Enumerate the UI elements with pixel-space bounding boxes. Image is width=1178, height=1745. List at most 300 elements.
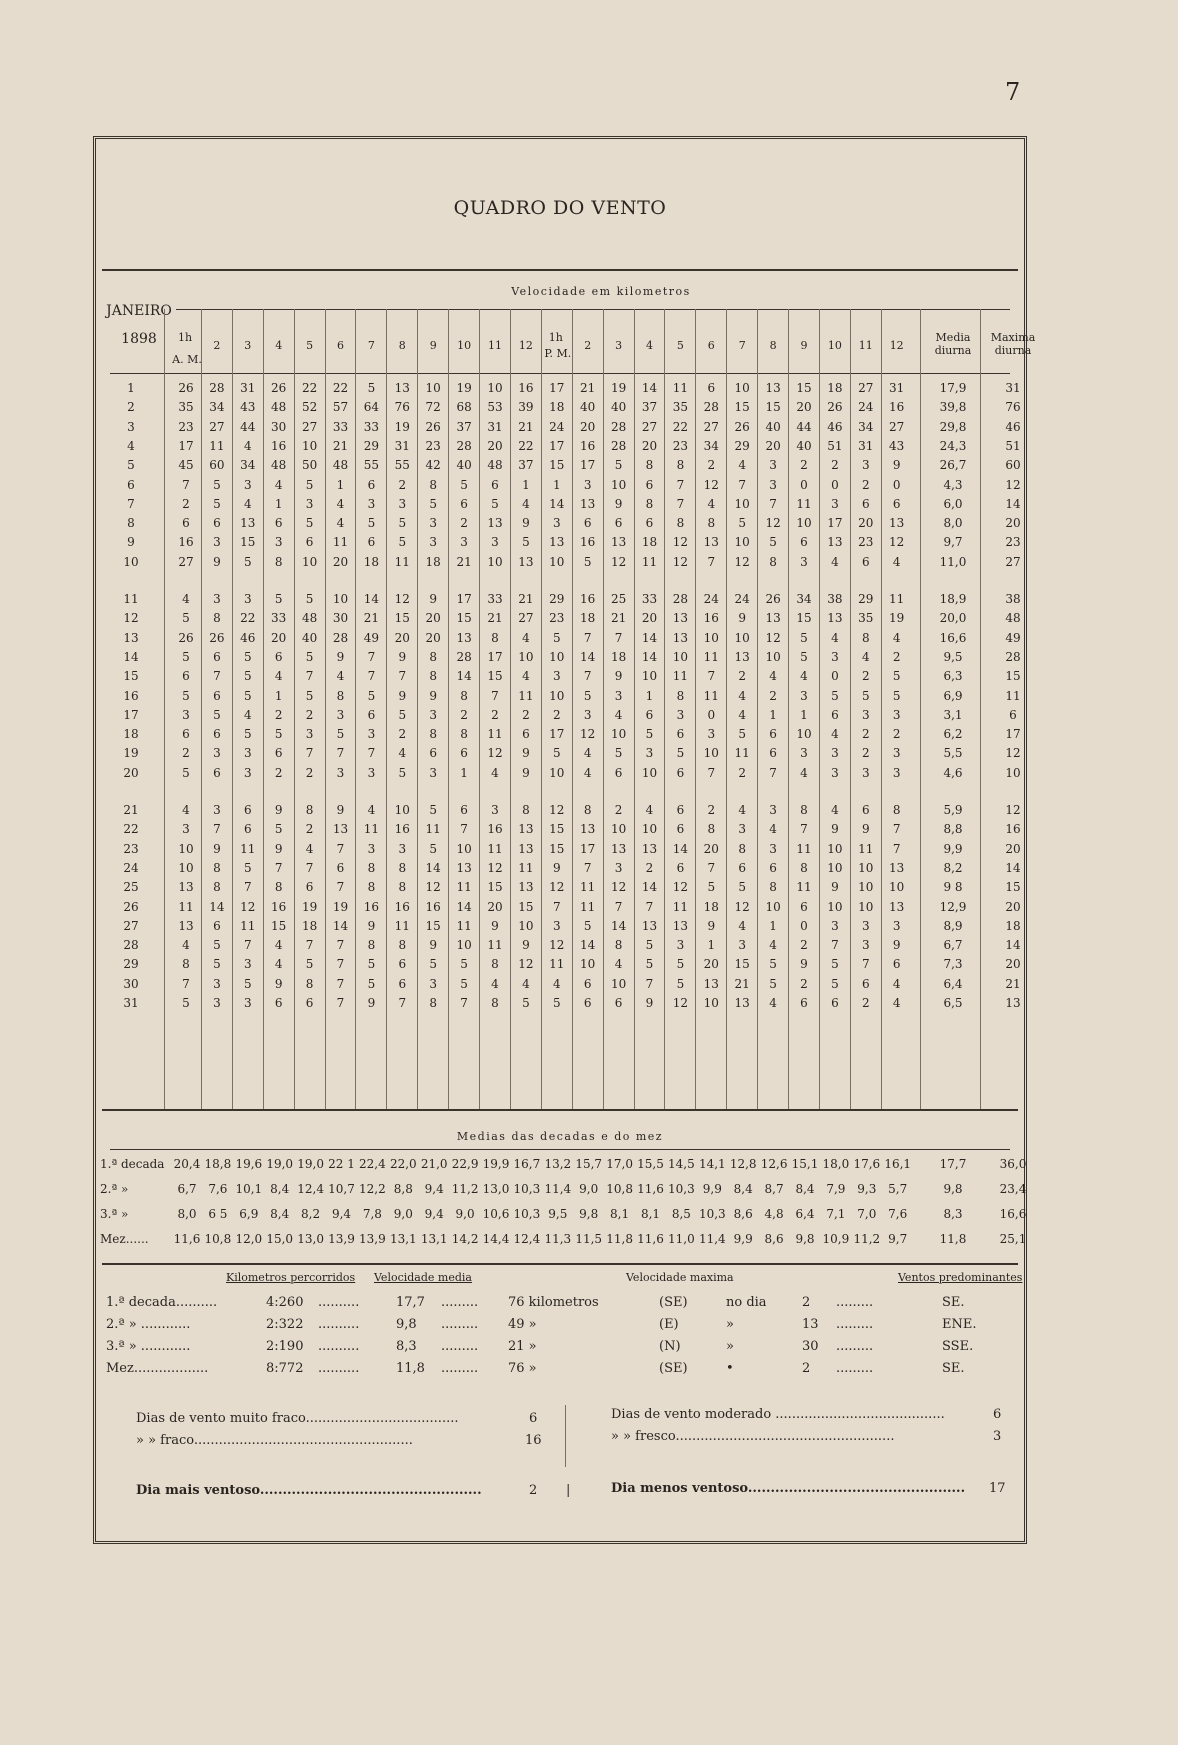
hour-value: 5 <box>398 535 407 550</box>
max-header: Maxima <box>990 331 1036 344</box>
hour-value: 11 <box>580 899 596 914</box>
hour-value: 33 <box>332 419 349 434</box>
hour-value: 5 <box>274 822 283 837</box>
rule <box>102 269 1018 271</box>
hour-value: 7 <box>305 669 314 684</box>
hour-value: 11 <box>240 841 256 856</box>
daily-mean: 9,9 <box>943 841 963 856</box>
hour-value: 9 <box>861 822 870 837</box>
hour-value: 5 <box>614 746 623 761</box>
hour-value: 2 <box>522 707 530 722</box>
hour-value: 6 <box>213 727 221 742</box>
divider <box>565 1405 566 1467</box>
hour-value: 23 <box>425 438 441 453</box>
summary-dia: 2 <box>802 1295 811 1310</box>
hour-am-label: 5 <box>306 339 314 352</box>
hour-value: 4 <box>831 554 839 569</box>
daily-mean: 9 8 <box>943 880 963 895</box>
hour-value: 7 <box>336 880 345 895</box>
means-value: 6 5 <box>208 1207 228 1221</box>
hour-value: 3 <box>892 707 901 722</box>
hour-value: 5 <box>800 649 808 664</box>
hour-value: 28 <box>610 419 627 434</box>
summary-media: 11,8 <box>396 1361 425 1376</box>
hour-pm-label: 11 <box>858 339 873 352</box>
daily-mean: 6,2 <box>943 727 963 742</box>
hour-value: 7 <box>243 938 252 953</box>
means-value: 18,0 <box>822 1157 850 1171</box>
hour-value: 2 <box>769 688 777 703</box>
hour-value: 20 <box>394 630 410 645</box>
hour-value: 15 <box>796 611 812 626</box>
rule <box>110 373 1010 374</box>
means-value: 9,4 <box>424 1182 444 1196</box>
hour-am-label: 3 <box>244 339 252 352</box>
hour-value: 8 <box>583 803 592 817</box>
hour-value: 2 <box>800 976 808 991</box>
day-label: 3 <box>127 419 135 434</box>
hour-pm-label: 8 <box>769 339 777 352</box>
hour-value: 7 <box>552 899 561 914</box>
hour-value: 13 <box>240 516 256 531</box>
hour-value: 10 <box>332 592 349 606</box>
hour-value: 7 <box>336 938 345 953</box>
hour-value: 4 <box>645 803 654 817</box>
hour-value: 6 <box>614 996 623 1010</box>
hour-value: 3 <box>552 516 561 531</box>
hour-value: 10 <box>827 899 843 914</box>
hour-value: 7 <box>583 630 592 645</box>
hour-value: 2 <box>305 765 314 780</box>
hour-value: 3 <box>182 822 190 837</box>
hour-value: 3 <box>645 746 654 761</box>
hour-value: 5 <box>305 649 314 664</box>
hour-value: 10 <box>610 727 627 742</box>
hour-value: 4 <box>583 765 592 780</box>
rule <box>110 1149 1010 1150</box>
hour-value: 4 <box>243 496 252 511</box>
hour-value: 37 <box>456 419 472 434</box>
hour-value: 11 <box>703 688 719 703</box>
hour-value: 11 <box>580 880 596 895</box>
hour-value: 20 <box>765 438 781 453</box>
hour-value: 3 <box>429 707 437 722</box>
hour-value: 13 <box>518 554 534 569</box>
hour-value: 2 <box>460 516 468 531</box>
hour-value: 7 <box>892 841 901 856</box>
hour-value: 9 <box>645 996 654 1010</box>
hour-value: 57 <box>332 400 349 415</box>
hour-value: 13 <box>456 860 472 875</box>
means-value: 13,9 <box>328 1232 355 1246</box>
hour-value: 3 <box>614 688 623 703</box>
hour-value: 53 <box>487 400 503 415</box>
hour-value: 12 <box>394 592 410 606</box>
hour-value: 6 <box>274 516 283 531</box>
hour-value: 3 <box>398 496 407 511</box>
daily-mean: 26,7 <box>939 458 967 473</box>
daily-mean: 8,9 <box>943 918 963 933</box>
hour-value: 3 <box>861 918 870 933</box>
hour-value: 9 <box>274 803 283 817</box>
hour-value: 8 <box>213 880 221 895</box>
hour-value: 8 <box>460 727 468 742</box>
day-label: 12 <box>123 611 139 626</box>
means-value: 22 1 <box>328 1157 355 1171</box>
hour-value: 4 <box>552 976 561 991</box>
means-value: 6,7 <box>177 1182 197 1196</box>
hour-value: 6 <box>583 996 592 1010</box>
hour-value: 3 <box>614 860 623 875</box>
column-divider <box>448 309 449 1109</box>
hour-value: 22 <box>240 611 256 626</box>
hour-value: 6 <box>305 996 314 1010</box>
summary-km: 2:322 <box>266 1317 304 1332</box>
day-label: 25 <box>123 880 139 895</box>
hour-am-label: 10 <box>457 339 472 352</box>
hour-value: 3 <box>491 535 499 550</box>
hour-value: 5 <box>738 880 746 895</box>
hour-value: 16 <box>394 822 410 837</box>
hour-value: 6 <box>274 746 283 761</box>
hour-value: 4 <box>522 669 530 684</box>
hour-value: 12 <box>734 554 750 569</box>
hour-value: 40 <box>796 438 812 453</box>
hour-value: 5 <box>367 688 376 703</box>
hour-value: 7 <box>398 669 407 684</box>
hour-value: 6 <box>645 477 654 492</box>
summary-dots: .......... <box>318 1317 360 1332</box>
hour-value: 22 <box>332 381 349 395</box>
means-value: 8,4 <box>270 1207 290 1221</box>
means-value: 19,6 <box>235 1157 263 1171</box>
hour-value: 11 <box>178 899 194 914</box>
hour-value: 16 <box>271 438 287 453</box>
hour-value: 18 <box>425 554 441 569</box>
hour-value: 72 <box>425 400 441 415</box>
daily-max: 11 <box>1005 688 1021 703</box>
hour-value: 6 <box>398 957 407 972</box>
means-value: 15,5 <box>637 1157 664 1171</box>
hour-value: 5 <box>305 957 314 972</box>
hour-value: 6 <box>892 957 901 972</box>
hour-value: 8 <box>800 803 808 817</box>
hour-value: 4 <box>491 765 499 780</box>
daily-mean: 29,8 <box>939 419 967 434</box>
hour-value: 13 <box>734 649 750 664</box>
hour-value: 8 <box>491 957 499 972</box>
hour-value: 11 <box>703 649 719 664</box>
hour-value: 13 <box>672 918 689 933</box>
hour-pm-label: 3 <box>615 339 623 352</box>
hour-value: 7 <box>336 996 345 1010</box>
means-value: 7,8 <box>362 1207 382 1221</box>
menos-ventoso-label: Dia menos ventoso................................................ <box>611 1481 966 1496</box>
hour-value: 5 <box>769 976 777 991</box>
daily-mean: 6,9 <box>943 688 963 703</box>
hour-value: 7 <box>676 496 685 511</box>
summary-label: 3.ª » ............ <box>106 1339 191 1354</box>
hour-value: 24 <box>703 592 719 606</box>
hour-value: 16 <box>580 535 596 550</box>
hour-value: 6 <box>522 727 530 742</box>
hour-value: 9 <box>522 938 530 953</box>
means-value: 9,9 <box>733 1232 753 1246</box>
day-label: 2 <box>127 400 135 415</box>
hour-value: 11 <box>796 496 812 511</box>
hour-value: 13 <box>518 880 534 895</box>
daily-max: 48 <box>1005 611 1021 626</box>
hour-value: 48 <box>271 458 287 473</box>
hour-value: 9 <box>522 765 530 780</box>
hour-value: 29 <box>549 592 565 606</box>
hour-value: 7 <box>707 669 716 684</box>
means-value: 11,8 <box>606 1232 633 1246</box>
hour-value: 5 <box>892 669 901 684</box>
hour-value: 7 <box>213 669 221 684</box>
hour-value: 15 <box>549 841 565 856</box>
hour-value: 5 <box>614 458 623 473</box>
hour-value: 29 <box>734 438 750 453</box>
hour-value: 44 <box>796 419 812 434</box>
hour-value: 11 <box>672 669 689 684</box>
hour-value: 3 <box>243 746 252 761</box>
hour-value: 6 <box>861 554 870 569</box>
day-label: 24 <box>123 860 139 875</box>
hour-value: 6 <box>213 688 221 703</box>
means-value: 8,4 <box>270 1182 290 1196</box>
means-row-label: 3.ª » <box>100 1207 129 1221</box>
daily-mean: 9,5 <box>943 649 963 664</box>
hour-value: 8 <box>213 860 221 875</box>
hour-value: 9 <box>367 918 376 933</box>
hour-value: 6 <box>769 860 777 875</box>
hour-value: 5 <box>583 918 592 933</box>
hour-value: 20 <box>641 438 658 453</box>
hour-value: 28 <box>456 649 472 664</box>
column-divider <box>386 309 387 1109</box>
hour-value: 4 <box>336 669 345 684</box>
hour-value: 9 <box>738 611 746 626</box>
hour-value: 20 <box>425 611 441 626</box>
daily-max: 16 <box>1005 822 1021 837</box>
hour-value: 26 <box>827 400 843 415</box>
day-label: 9 <box>127 535 135 550</box>
hour-value: 16 <box>425 899 441 914</box>
hour-value: 24 <box>858 400 874 415</box>
hour-value: 21 <box>332 438 349 453</box>
hour-value: 3 <box>429 535 437 550</box>
muito-fraco-label: Dias de vento muito fraco..................................... <box>136 1411 459 1426</box>
summary-dots: ......... <box>441 1339 479 1354</box>
hour-value: 4 <box>522 976 530 991</box>
means-title: Medias das decadas e do mez <box>456 1130 664 1143</box>
means-value: 11,6 <box>637 1182 664 1196</box>
hour-value: 6 <box>336 860 345 875</box>
summary-dots: .......... <box>318 1295 360 1310</box>
hour-value: 6 <box>676 727 685 742</box>
hour-value: 0 <box>800 477 808 492</box>
hour-value: 4 <box>274 957 283 972</box>
summary-dots: ......... <box>836 1339 874 1354</box>
summary-vento: SSE. <box>942 1339 974 1354</box>
hour-value: 8 <box>522 803 530 817</box>
hour-value: 13 <box>703 535 719 550</box>
means-value: 9,0 <box>455 1207 475 1221</box>
hour-value: 15 <box>734 400 750 415</box>
hour-value: 31 <box>889 381 905 395</box>
hour-value: 13 <box>889 899 905 914</box>
hour-value: 9 <box>274 841 283 856</box>
means-value: 15,7 <box>575 1157 603 1171</box>
summary-dots: ......... <box>836 1317 874 1332</box>
means-value: 8,6 <box>733 1207 753 1221</box>
hour-value: 15 <box>487 880 503 895</box>
hour-value: 20 <box>641 611 658 626</box>
hour-value: 14 <box>425 860 441 875</box>
daily-mean: 20,0 <box>939 611 967 626</box>
hour-value: 4 <box>243 707 252 722</box>
hour-value: 7 <box>831 938 839 953</box>
summary-media: 8,3 <box>396 1339 417 1354</box>
hour-value: 5 <box>182 765 190 780</box>
hour-value: 3 <box>831 649 839 664</box>
hour-value: 13 <box>518 822 534 837</box>
hour-am-label: 4 <box>275 339 283 352</box>
means-value: 11,4 <box>544 1182 572 1196</box>
hour-value: 2 <box>800 458 808 473</box>
hour-value: 11 <box>332 535 349 550</box>
hour-value: 9 <box>429 688 437 703</box>
hour-value: 26 <box>178 381 194 395</box>
hour-value: 8 <box>614 938 623 953</box>
hour-value: 11 <box>889 592 905 606</box>
hour-value: 31 <box>240 381 256 395</box>
hour-value: 5 <box>336 727 345 742</box>
hour-pm-label: 10 <box>827 339 842 352</box>
hour-value: 2 <box>398 727 407 742</box>
means-value: 4,8 <box>764 1207 784 1221</box>
hour-value: 7 <box>336 841 345 856</box>
hour-value: 6 <box>676 803 685 817</box>
daily-mean: 39,8 <box>939 400 967 415</box>
hour-value: 13 <box>487 516 503 531</box>
means-value: 9,9 <box>702 1182 722 1196</box>
mean-header: Media <box>935 331 971 344</box>
hour-value: 3 <box>305 727 314 742</box>
column-divider <box>850 309 851 1109</box>
hour-value: 8 <box>398 880 407 895</box>
hour-value: 4 <box>182 592 190 606</box>
hour-value: 14 <box>456 899 472 914</box>
hour-value: 11 <box>672 899 689 914</box>
hour-value: 6 <box>676 860 685 875</box>
daily-mean: 8,0 <box>943 516 963 531</box>
means-value: 10,9 <box>822 1232 850 1246</box>
hour-value: 18 <box>549 400 565 415</box>
hour-value: 23 <box>178 419 194 434</box>
hour-value: 3 <box>861 765 870 780</box>
hour-value: 43 <box>889 438 905 453</box>
hour-value: 34 <box>703 438 719 453</box>
hour-value: 7 <box>367 669 376 684</box>
hour-value: 1 <box>707 938 716 953</box>
means-value: 9,5 <box>548 1207 568 1221</box>
hour-value: 3 <box>831 496 839 511</box>
hour-value: 6 <box>213 918 221 933</box>
max-header-2: diurna <box>994 344 1032 357</box>
means-value: 18,8 <box>204 1157 232 1171</box>
hour-value: 28 <box>610 438 627 453</box>
hour-value: 29 <box>363 438 380 453</box>
day-label: 27 <box>123 918 139 933</box>
hour-value: 6 <box>583 516 592 531</box>
hour-value: 9 <box>491 918 499 933</box>
hour-value: 9 <box>274 976 283 991</box>
hour-value: 27 <box>858 381 874 395</box>
hour-value: 0 <box>892 477 901 492</box>
hour-value: 28 <box>332 630 349 645</box>
hour-value: 8 <box>491 996 499 1010</box>
hour-value: 7 <box>614 630 623 645</box>
hour-value: 5 <box>182 996 190 1010</box>
hour-value: 2 <box>491 707 499 722</box>
hour-value: 6 <box>460 746 468 761</box>
summary-vento: SE. <box>942 1361 965 1376</box>
hour-value: 76 <box>394 400 410 415</box>
means-value: 10,3 <box>698 1207 726 1221</box>
day-label: 30 <box>123 976 139 991</box>
day-label: 5 <box>127 458 135 473</box>
hour-value: 4 <box>738 918 746 933</box>
hour-value: 10 <box>456 938 472 953</box>
hour-value: 3 <box>861 707 870 722</box>
summary-dots: ......... <box>441 1295 479 1310</box>
hour-value: 3 <box>707 727 716 742</box>
hour-value: 7 <box>583 669 592 684</box>
hour-value: 28 <box>672 592 689 606</box>
hour-value: 7 <box>645 976 654 991</box>
hour-pm-label: 9 <box>800 339 808 352</box>
means-value: 9,8 <box>579 1207 599 1221</box>
hour-value: 5 <box>676 746 685 761</box>
hour-value: 3 <box>429 976 437 991</box>
hour-value: 5 <box>398 707 407 722</box>
hour-value: 5 <box>429 496 437 511</box>
daily-mean: 24,3 <box>939 438 967 453</box>
hour-pm-label: 2 <box>584 339 592 352</box>
column-divider <box>417 309 418 1109</box>
hour-value: 14 <box>363 592 380 606</box>
hour-value: 6 <box>460 496 468 511</box>
hour-value: 33 <box>641 592 658 606</box>
means-value: 8,2 <box>301 1207 321 1221</box>
day-label: 20 <box>123 765 139 780</box>
hour-value: 13 <box>672 611 689 626</box>
means-value: 19,0 <box>297 1157 324 1171</box>
daily-max: 12 <box>1005 477 1021 492</box>
hour-value: 1 <box>522 477 530 492</box>
hour-value: 4 <box>522 496 530 511</box>
hour-value: 11 <box>425 822 441 837</box>
fraco-label: » » fraco..................................................... <box>136 1433 413 1448</box>
hour-value: 10 <box>641 822 658 837</box>
hour-am-label: 2 <box>213 339 221 352</box>
means-value: 9,0 <box>579 1182 599 1196</box>
hour-value: 39 <box>518 400 534 415</box>
hour-value: 4 <box>769 669 777 684</box>
hour-value: 7 <box>274 860 283 875</box>
